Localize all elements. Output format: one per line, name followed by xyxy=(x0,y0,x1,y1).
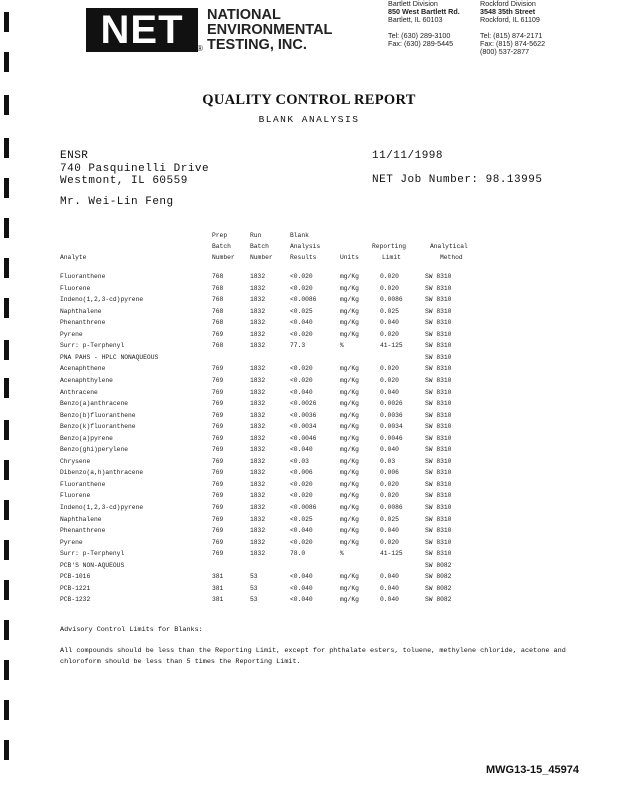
table-row xyxy=(0,331,618,343)
cell-method: SW 8310 xyxy=(425,480,452,488)
client-name: ENSR xyxy=(60,150,89,162)
cell-prep-batch: 769 xyxy=(212,492,224,500)
cell-run-batch: 1832 xyxy=(250,469,266,477)
division-fax: Fax: (630) 289-5445 xyxy=(388,38,454,48)
cell-units: mg/Kg xyxy=(340,480,359,488)
cell-units: mg/Kg xyxy=(340,411,359,419)
cell-units: mg/Kg xyxy=(340,330,359,338)
cell-result: <0.040 xyxy=(290,388,313,396)
cell-prep-batch: 769 xyxy=(212,434,224,442)
edge-mark xyxy=(4,620,9,640)
company-name xyxy=(207,8,332,53)
cell-run-batch: 1832 xyxy=(250,365,266,373)
division-tel: Tel: (815) 874-2171 xyxy=(480,30,543,40)
cell-units: mg/Kg xyxy=(340,423,359,431)
cell-prep-batch: 769 xyxy=(212,515,224,523)
cell-limit: 0.0086 xyxy=(380,296,403,304)
cell-analyte: Phenanthrene xyxy=(60,527,106,535)
cell-result: <0.040 xyxy=(290,573,313,581)
table-row xyxy=(0,539,618,551)
cell-result: <0.020 xyxy=(290,330,313,338)
cell-run-batch: 1832 xyxy=(250,388,266,396)
division-city: Rockford, IL 61109 xyxy=(480,15,540,25)
cell-prep-batch: 381 xyxy=(212,573,224,581)
cell-analyte: Pyrene xyxy=(60,538,83,546)
table-row xyxy=(0,516,618,528)
cell-prep-batch: 381 xyxy=(212,596,224,604)
cell-run-batch: 1832 xyxy=(250,434,266,442)
cell-analyte: Indeno(1,2,3-cd)pyrene xyxy=(60,504,144,511)
cell-result: 77.3 xyxy=(290,342,306,350)
header-text: Analysis xyxy=(290,243,321,250)
cell-limit: 0.020 xyxy=(380,538,399,546)
cell-prep-batch: 769 xyxy=(212,469,224,477)
company-line: NATIONAL xyxy=(207,7,281,23)
cell-units: mg/Kg xyxy=(340,469,359,477)
edge-mark xyxy=(4,12,9,32)
cell-method: SW 8310 xyxy=(425,446,452,454)
cell-prep-batch: 769 xyxy=(212,480,224,488)
cell-limit: 41-125 xyxy=(380,342,403,350)
header-reporting-limit xyxy=(372,241,406,263)
division-fax: Fax: (815) 874-5622 xyxy=(480,38,546,48)
cell-result: <0.0086 xyxy=(290,504,317,511)
table-row xyxy=(0,319,618,331)
cell-analyte: Benzo(k)fluoranthene xyxy=(60,423,136,431)
cell-run-batch: 1832 xyxy=(250,423,266,431)
cell-method: SW 8310 xyxy=(425,353,452,361)
cell-method: SW 8310 xyxy=(425,296,452,304)
cell-analyte: Fluorene xyxy=(60,284,91,292)
cell-result: 78.0 xyxy=(290,550,306,558)
cell-units: mg/Kg xyxy=(340,538,359,546)
cell-result: <0.0086 xyxy=(290,296,317,304)
cell-analyte: Dibenzo(a,h)anthracene xyxy=(60,469,144,477)
cell-prep-batch: 769 xyxy=(212,376,224,384)
edge-mark xyxy=(4,52,9,72)
cell-run-batch: 1832 xyxy=(250,492,266,500)
cell-result: <0.025 xyxy=(290,515,313,523)
table-row xyxy=(0,481,618,493)
cell-method: SW 8310 xyxy=(425,365,452,373)
cell-units: mg/Kg xyxy=(340,584,359,592)
cell-method: SW 8310 xyxy=(425,538,452,546)
table-row xyxy=(0,389,618,401)
report-subtitle: BLANK ANALYSIS xyxy=(258,114,360,125)
table-row xyxy=(0,308,618,320)
cell-run-batch: 1832 xyxy=(250,504,266,511)
cell-run-batch: 1832 xyxy=(250,342,266,350)
header-text: Limit xyxy=(382,254,401,261)
cell-run-batch: 53 xyxy=(250,584,258,592)
cell-prep-batch: 768 xyxy=(212,307,224,315)
cell-analyte: Benzo(b)fluoranthene xyxy=(60,411,136,419)
header-text: Batch xyxy=(250,243,269,250)
cell-limit: 0.006 xyxy=(380,469,399,477)
edge-mark xyxy=(4,218,9,238)
cell-prep-batch: 768 xyxy=(212,342,224,350)
cell-method: SW 8310 xyxy=(425,527,452,535)
client-address xyxy=(60,150,209,188)
cell-run-batch: 53 xyxy=(250,573,258,581)
cell-units: mg/Kg xyxy=(340,319,359,327)
header-text: Prep xyxy=(212,232,228,239)
table-row xyxy=(0,458,618,470)
cell-run-batch: 1832 xyxy=(250,376,266,384)
registered-mark: ® xyxy=(197,44,203,53)
cell-analyte: Anthracene xyxy=(60,388,98,396)
cell-result: <0.0034 xyxy=(290,423,317,431)
cell-analyte: PCB-1232 xyxy=(60,596,91,604)
table-row xyxy=(0,504,618,516)
cell-prep-batch: 381 xyxy=(212,584,224,592)
bartlett-division xyxy=(388,0,460,48)
cell-prep-batch: 769 xyxy=(212,423,224,431)
cell-analyte: Acenaphthylene xyxy=(60,376,113,384)
header-method xyxy=(430,241,468,263)
cell-prep-batch: 769 xyxy=(212,550,224,558)
cell-limit: 0.040 xyxy=(380,596,399,604)
cell-units: mg/Kg xyxy=(340,307,359,315)
edge-mark xyxy=(4,700,9,720)
header-text: Run xyxy=(250,232,262,239)
table-row xyxy=(0,365,618,377)
table-row xyxy=(0,354,618,366)
cell-run-batch: 1832 xyxy=(250,307,266,315)
company-line: ENVIRONMENTAL xyxy=(207,22,333,38)
cell-analyte: Indeno(1,2,3-cd)pyrene xyxy=(60,296,144,304)
header-text: Method xyxy=(440,254,463,261)
cell-limit: 0.0036 xyxy=(380,411,403,419)
table-row xyxy=(0,296,618,308)
cell-prep-batch: 769 xyxy=(212,457,224,465)
cell-method: SW 8310 xyxy=(425,434,452,442)
cell-run-batch: 1832 xyxy=(250,515,266,523)
net-logo: NET xyxy=(86,8,198,52)
table-row xyxy=(0,423,618,435)
table-row xyxy=(0,596,618,608)
cell-analyte: Surr: p-Terphenyl xyxy=(60,550,125,558)
header-text: Results xyxy=(290,254,317,261)
cell-prep-batch: 769 xyxy=(212,365,224,373)
cell-analyte: Naphthalene xyxy=(60,307,102,315)
cell-units: % xyxy=(340,342,344,350)
cell-analyte: Phenanthrene xyxy=(60,319,106,327)
client-street: 740 Pasquinelli Drive xyxy=(60,162,210,175)
cell-run-batch: 1832 xyxy=(250,296,266,304)
table-row xyxy=(0,550,618,562)
header-prep-batch xyxy=(212,230,235,263)
cell-analyte: PCB-1016 xyxy=(60,573,91,581)
table-row xyxy=(0,492,618,504)
division-street: 3548 35th Street xyxy=(480,7,536,17)
header-run-batch xyxy=(250,230,273,263)
cell-limit: 41-125 xyxy=(380,550,403,558)
header-text: Batch xyxy=(212,243,231,250)
cell-limit: 0.040 xyxy=(380,584,399,592)
cell-method: SW 8310 xyxy=(425,423,452,431)
cell-method: SW 8310 xyxy=(425,492,452,500)
cell-result: <0.025 xyxy=(290,307,313,315)
edge-mark xyxy=(4,740,9,760)
cell-units: mg/Kg xyxy=(340,296,359,304)
cell-analyte: PCB-1221 xyxy=(60,584,91,592)
cell-result: <0.020 xyxy=(290,273,313,280)
cell-analyte: Fluoranthene xyxy=(60,273,106,280)
cell-units: mg/Kg xyxy=(340,273,359,280)
table-row xyxy=(0,446,618,458)
cell-run-batch: 1832 xyxy=(250,457,266,465)
cell-result: <0.020 xyxy=(290,480,313,488)
cell-method: SW 8082 xyxy=(425,561,452,569)
cell-limit: 0.0086 xyxy=(380,504,403,511)
cell-method: SW 8310 xyxy=(425,457,452,465)
cell-method: SW 8310 xyxy=(425,504,452,511)
table-row xyxy=(0,469,618,481)
division-tel: Tel: (630) 289-3100 xyxy=(388,30,451,40)
job-number: NET Job Number: 98.13995 xyxy=(372,174,543,186)
cell-run-batch: 1832 xyxy=(250,284,266,292)
cell-method: SW 8082 xyxy=(425,596,452,604)
cell-prep-batch: 768 xyxy=(212,284,224,292)
division-name: Bartlett Division xyxy=(388,0,438,8)
cell-run-batch: 1832 xyxy=(250,527,266,535)
cell-units: mg/Kg xyxy=(340,376,359,384)
cell-run-batch: 1832 xyxy=(250,550,266,558)
company-line: TESTING, INC. xyxy=(207,37,307,53)
cell-method: SW 8310 xyxy=(425,342,452,350)
header-blank-results xyxy=(290,230,320,263)
cell-prep-batch: 769 xyxy=(212,330,224,338)
cell-run-batch: 1832 xyxy=(250,273,266,280)
cell-method: SW 8310 xyxy=(425,400,452,408)
cell-run-batch: 1832 xyxy=(250,411,266,419)
cell-limit: 0.0046 xyxy=(380,434,403,442)
table-row xyxy=(0,435,618,447)
table-row xyxy=(0,285,618,297)
cell-result: <0.040 xyxy=(290,596,313,604)
cell-result: <0.020 xyxy=(290,492,313,500)
cell-limit: 0.025 xyxy=(380,307,399,315)
cell-method: SW 8310 xyxy=(425,515,452,523)
cell-limit: 0.020 xyxy=(380,480,399,488)
cell-prep-batch: 769 xyxy=(212,527,224,535)
report-date: 11/11/1998 xyxy=(372,150,444,162)
cell-units: mg/Kg xyxy=(340,388,359,396)
cell-prep-batch: 768 xyxy=(212,319,224,327)
cell-units: mg/Kg xyxy=(340,492,359,500)
cell-limit: 0.03 xyxy=(380,457,396,465)
cell-method: SW 8310 xyxy=(425,307,452,315)
cell-run-batch: 53 xyxy=(250,596,258,604)
table-row xyxy=(0,573,618,585)
cell-analyte: Benzo(a)anthracene xyxy=(60,400,129,408)
cell-limit: 0.025 xyxy=(380,515,399,523)
cell-units: mg/Kg xyxy=(340,515,359,523)
cell-units: % xyxy=(340,550,344,558)
cell-result: <0.040 xyxy=(290,446,313,454)
cell-limit: 0.020 xyxy=(380,330,399,338)
cell-prep-batch: 769 xyxy=(212,388,224,396)
attention-line: Mr. Wei-Lin Feng xyxy=(60,196,174,208)
table-row xyxy=(0,273,618,285)
cell-run-batch: 1832 xyxy=(250,400,266,408)
cell-prep-batch: 768 xyxy=(212,273,224,280)
cell-prep-batch: 769 xyxy=(212,446,224,454)
cell-units: mg/Kg xyxy=(340,284,359,292)
cell-run-batch: 1832 xyxy=(250,480,266,488)
edge-mark xyxy=(4,660,9,680)
division-tollfree: (800) 537-2877 xyxy=(480,47,530,57)
header-analyte: Analyte xyxy=(60,254,87,261)
cell-method: SW 8310 xyxy=(425,376,452,384)
cell-method: SW 8310 xyxy=(425,319,452,327)
cell-method: SW 8310 xyxy=(425,330,452,338)
cell-limit: 0.040 xyxy=(380,527,399,535)
cell-units: mg/Kg xyxy=(340,596,359,604)
cell-limit: 0.040 xyxy=(380,446,399,454)
report-title: QUALITY CONTROL REPORT xyxy=(202,92,416,108)
cell-limit: 0.0026 xyxy=(380,400,403,408)
table-row xyxy=(0,342,618,354)
cell-method: SW 8310 xyxy=(425,550,452,558)
cell-limit: 0.040 xyxy=(380,573,399,581)
cell-result: <0.0036 xyxy=(290,411,317,419)
cell-prep-batch: 769 xyxy=(212,400,224,408)
cell-result: <0.020 xyxy=(290,376,313,384)
cell-limit: 0.040 xyxy=(380,319,399,327)
cell-units: mg/Kg xyxy=(340,527,359,535)
cell-result: <0.0026 xyxy=(290,400,317,408)
cell-units: mg/Kg xyxy=(340,573,359,581)
advisory-text: All compounds should be less than the Reporting Limit, except for phthalate esters, toluene, methylene chloride, acetone and chloroform should be less than 5 times the Reporting Limit. xyxy=(60,647,566,666)
cell-run-batch: 1832 xyxy=(250,330,266,338)
division-city: Bartlett, IL 60103 xyxy=(388,15,443,25)
cell-limit: 0.020 xyxy=(380,284,399,292)
header-units: Units xyxy=(340,254,359,261)
table-row xyxy=(0,562,618,574)
cell-analyte: Surr: p-Terphenyl xyxy=(60,342,125,350)
header-text: Number xyxy=(212,254,235,261)
cell-analyte: Chrysene xyxy=(60,457,91,465)
rockford-division xyxy=(480,0,545,56)
document-id: MWG13-15_45974 xyxy=(486,764,579,776)
table-row xyxy=(0,412,618,424)
cell-units: mg/Kg xyxy=(340,400,359,408)
cell-method: SW 8310 xyxy=(425,388,452,396)
client-city: Westmont, IL 60559 xyxy=(60,175,188,187)
cell-prep-batch: 768 xyxy=(212,296,224,304)
cell-limit: 0.0034 xyxy=(380,423,403,431)
cell-method: SW 8082 xyxy=(425,573,452,581)
cell-method: SW 8082 xyxy=(425,584,452,592)
cell-result: <0.006 xyxy=(290,469,313,477)
table-row xyxy=(0,585,618,597)
table-row xyxy=(0,377,618,389)
cell-result: <0.0046 xyxy=(290,434,317,442)
cell-analyte: Fluorene xyxy=(60,492,91,500)
cell-result: <0.040 xyxy=(290,527,313,535)
cell-analyte: Acenaphthene xyxy=(60,365,106,373)
cell-analyte: Benzo(ghi)perylene xyxy=(60,446,129,454)
cell-result: <0.040 xyxy=(290,319,313,327)
cell-result: <0.020 xyxy=(290,538,313,546)
cell-run-batch: 1832 xyxy=(250,319,266,327)
table-row xyxy=(0,527,618,539)
advisory-title: Advisory Control Limits for Blanks: xyxy=(60,626,203,634)
header-text: Reporting xyxy=(372,243,407,250)
edge-mark xyxy=(4,178,9,198)
cell-method: SW 8310 xyxy=(425,469,452,477)
cell-method: SW 8310 xyxy=(425,411,452,419)
cell-analyte: PNA PAHS - HPLC NONAQUEOUS xyxy=(60,353,159,361)
cell-result: <0.020 xyxy=(290,284,313,292)
table-row xyxy=(0,400,618,412)
cell-units: mg/Kg xyxy=(340,457,359,465)
cell-analyte: PCB'S NON-AQUEOUS xyxy=(60,561,125,569)
cell-prep-batch: 769 xyxy=(212,504,224,511)
cell-limit: 0.020 xyxy=(380,365,399,373)
division-name: Rockford Division xyxy=(480,0,536,8)
header-text: Blank xyxy=(290,232,309,239)
cell-method: SW 8310 xyxy=(425,284,452,292)
cell-prep-batch: 769 xyxy=(212,411,224,419)
cell-analyte: Naphthalene xyxy=(60,515,102,523)
division-street: 850 West Bartlett Rd. xyxy=(388,7,460,17)
cell-units: mg/Kg xyxy=(340,446,359,454)
cell-units: mg/Kg xyxy=(340,365,359,373)
cell-method: SW 8310 xyxy=(425,273,452,280)
edge-mark xyxy=(4,138,9,158)
cell-result: <0.040 xyxy=(290,584,313,592)
cell-limit: 0.020 xyxy=(380,492,399,500)
cell-result: <0.03 xyxy=(290,457,309,465)
cell-limit: 0.020 xyxy=(380,376,399,384)
cell-analyte: Fluoranthene xyxy=(60,480,106,488)
header-text: Analytical xyxy=(430,243,468,250)
cell-limit: 0.020 xyxy=(380,273,399,280)
cell-units: mg/Kg xyxy=(340,504,359,511)
cell-run-batch: 1832 xyxy=(250,446,266,454)
cell-result: <0.020 xyxy=(290,365,313,373)
cell-analyte: Benzo(a)pyrene xyxy=(60,434,113,442)
cell-analyte: Pyrene xyxy=(60,330,83,338)
cell-prep-batch: 769 xyxy=(212,538,224,546)
cell-limit: 0.040 xyxy=(380,388,399,396)
cell-units: mg/Kg xyxy=(340,434,359,442)
cell-run-batch: 1832 xyxy=(250,538,266,546)
header-text: Number xyxy=(250,254,273,261)
